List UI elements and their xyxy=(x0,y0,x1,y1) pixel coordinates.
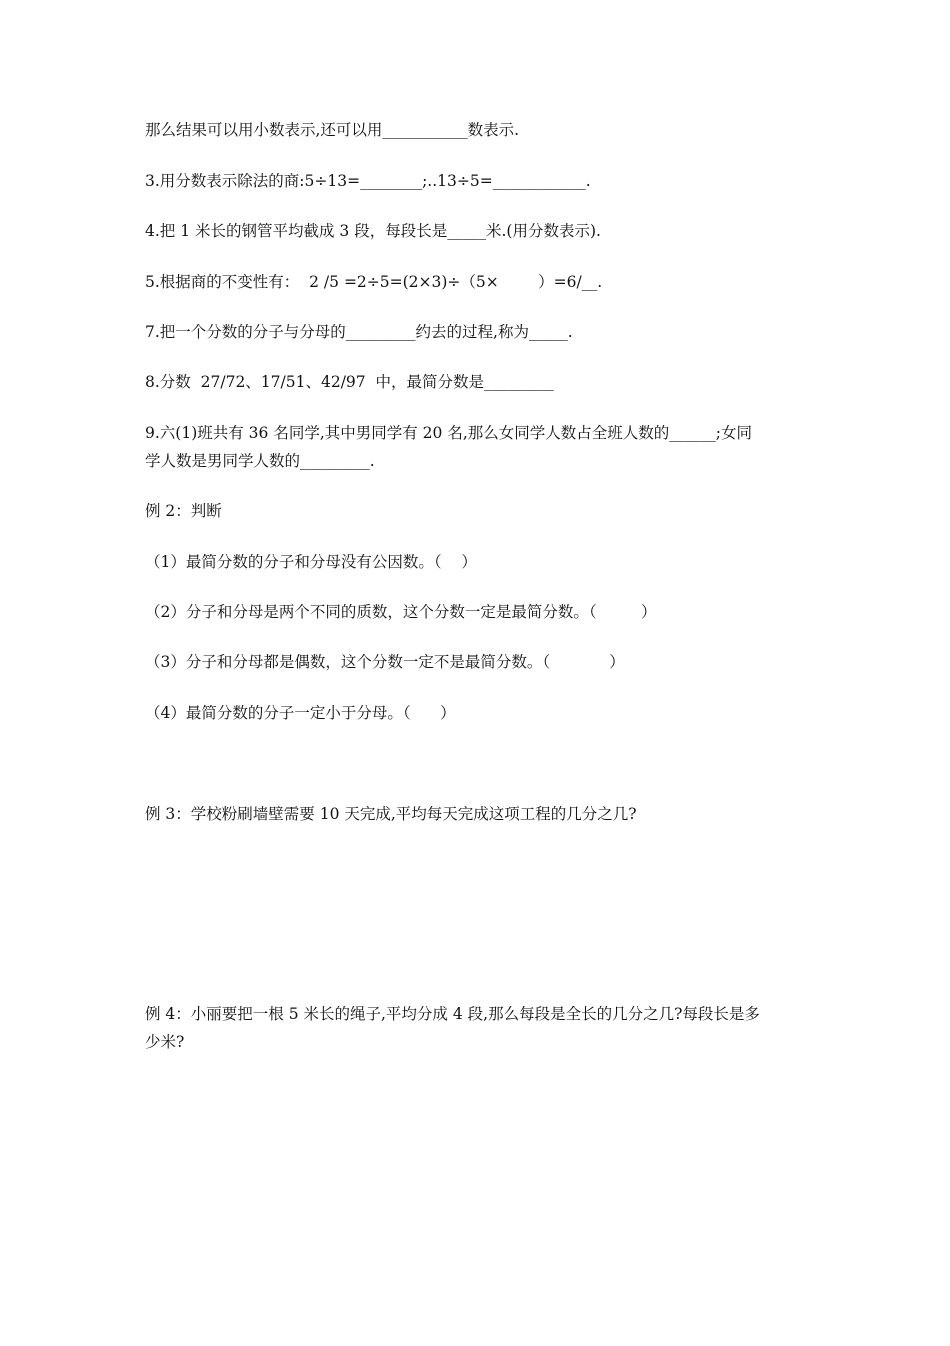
example-2-item-2: （2）分子和分母是两个不同的质数，这个分数一定是最简分数。（ ） xyxy=(145,603,657,621)
example-4-line-2: 少米? xyxy=(145,1033,185,1051)
example-2-item-1: （1）最简分数的分子和分母没有公因数。（ ） xyxy=(145,553,477,571)
question-7: 7.把一个分数的分子与分母的_________约去的过程,称为_____. xyxy=(145,323,573,341)
example-2-item-4: （4）最简分数的分子一定小于分母。（ ） xyxy=(145,704,456,722)
question-8: 8.分数 27/72、17/51、42/97 中，最简分数是_________ xyxy=(145,373,554,391)
example-2-item-3: （3）分子和分母都是偶数，这个分数一定不是最简分数。（ ） xyxy=(145,653,625,671)
question-9-line-1: 9.六(1)班共有 36 名同学,其中男同学有 20 名,那么女同学人数占全班人数的______;女同 xyxy=(145,424,752,442)
example-2-title: 例 2：判断 xyxy=(145,502,222,520)
question-4: 4.把 1 米长的钢管平均截成 3 段，每段长是_____米.(用分数表示). xyxy=(145,222,601,240)
fill-blank-line-continuation: 那么结果可以用小数表示,还可以用___________数表示. xyxy=(145,121,520,139)
question-5: 5.根据商的不变性有： 2 /5 =2÷5=(2×3)÷（5× ）=6/__. xyxy=(145,273,603,291)
question-9-line-2: 学人数是男同学人数的_________. xyxy=(145,452,375,470)
question-3: 3.用分数表示除法的商:5÷13=________;..13÷5=____________. xyxy=(145,172,591,190)
example-3: 例 3：学校粉刷墙壁需要 10 天完成,平均每天完成这项工程的几分之几? xyxy=(145,805,637,823)
example-4-line-1: 例 4：小丽要把一根 5 米长的绳子,平均分成 4 段,那么每段是全长的几分之几?每段长是多 xyxy=(145,1005,760,1023)
